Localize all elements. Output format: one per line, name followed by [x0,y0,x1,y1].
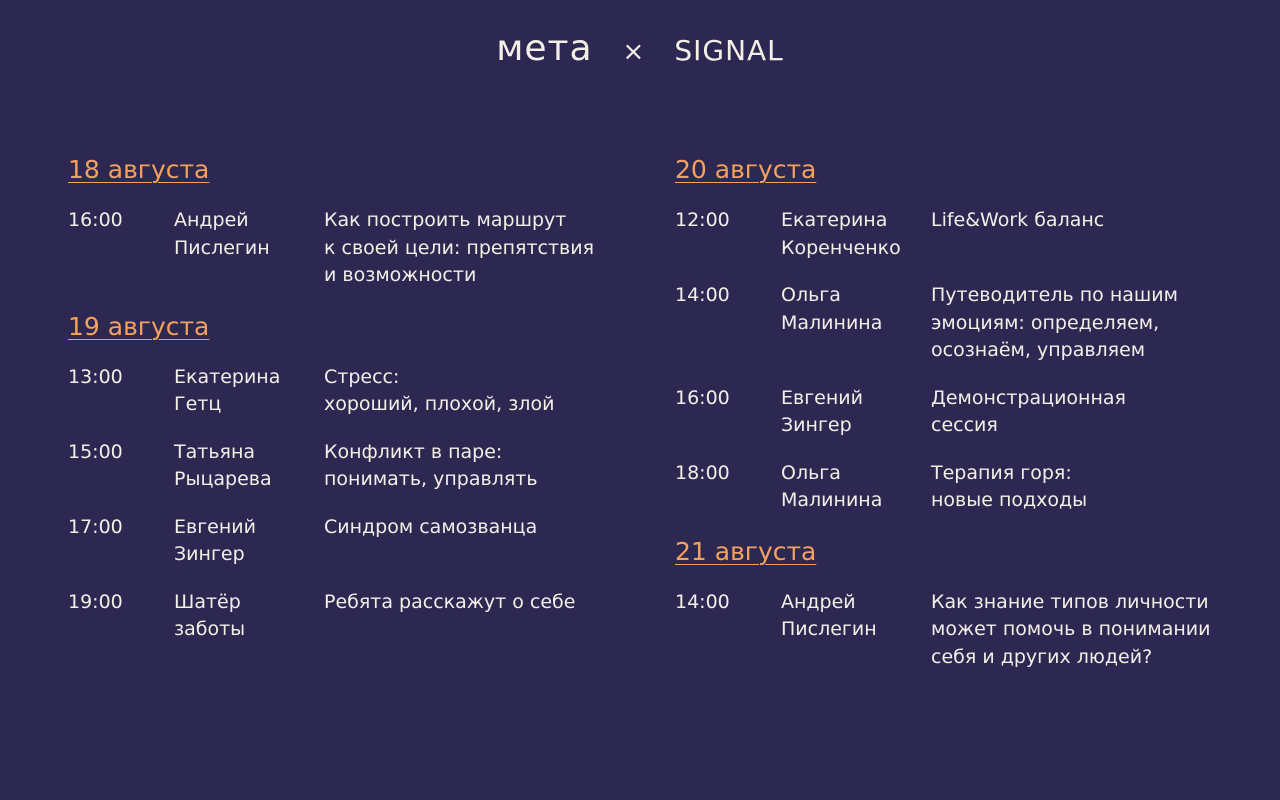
speaker-line: Ольга [781,461,841,484]
session-time: 16:00 [68,209,123,231]
topic-line: Как построить маршрут [324,209,567,231]
speaker-line: Ольга [781,284,841,306]
session-row [68,589,628,644]
session-row [675,207,1255,262]
speaker-line: Пислегин [781,618,877,640]
topic-line: Стресс: [324,365,400,388]
topic-line: Конфликт в паре: [324,440,503,463]
topic-line: Терапия горя: [931,461,1072,484]
schedule-column-right [675,155,1255,693]
session-time: 17:00 [68,515,123,538]
speaker-line: Андрей [174,209,249,231]
session-row [675,460,1255,515]
session-time: 14:00 [675,590,730,613]
session-topic [931,460,1255,515]
session-row [675,282,1255,365]
signal-logo: SIGNAL [674,34,784,67]
speaker-line: Екатерина [174,365,281,388]
topic-line: новые подходы [931,489,1088,511]
speaker-line: Гетц [174,393,222,415]
meta-logo: мета [496,28,593,69]
topic-line: к своей цели: препятствия [324,236,594,259]
session-topic [324,514,628,569]
topic-line: Синдром самозванца [324,515,538,538]
session-speaker [174,207,324,290]
day-title: 19 августа [68,311,210,341]
session-topic [324,364,628,419]
topic-line: Как знание типов личности [931,590,1209,613]
topic-line: понимать, управлять [324,468,538,490]
day-section [675,537,1255,672]
day-section [68,312,628,644]
day-title: 18 августа [68,155,210,184]
session-time: 18:00 [675,461,730,484]
session-topic [324,589,628,644]
session-topic [324,207,628,290]
session-time: 12:00 [675,209,730,231]
speaker-line: Андрей [781,590,856,613]
day-section [68,155,628,290]
speaker-line: Пислегин [174,236,270,259]
session-speaker [781,282,931,365]
speaker-line: Татьяна [174,440,256,463]
session-speaker [174,589,324,644]
session-row [675,385,1255,440]
day-title: 20 августа [675,155,817,184]
session-row [675,589,1255,672]
session-speaker [174,439,324,494]
session-speaker [781,385,931,440]
session-topic [931,385,1255,440]
schedule-column-left [68,155,628,666]
topic-line: эмоциям: определяем, [931,311,1160,334]
speaker-line: Евгений [781,386,863,409]
topic-line: Life&Work баланс [931,209,1105,231]
session-time: 15:00 [68,440,123,463]
header [0,28,1280,69]
topic-line: и возможности [324,264,477,286]
speaker-line: Шатёр [174,590,241,613]
session-speaker [174,364,324,419]
session-time: 13:00 [68,365,123,388]
collab-separator: × [622,37,645,67]
session-row [68,514,628,569]
topic-line: Ребята расскажут о себе [324,590,576,613]
session-topic [931,207,1255,262]
session-time: 19:00 [68,590,123,613]
topic-line: себя и других людей? [931,645,1153,668]
speaker-line: Малинина [781,311,883,334]
topic-line: может помочь в понимании [931,618,1211,640]
speaker-line: Евгений [174,515,256,538]
topic-line: Путеводитель по нашим [931,284,1178,306]
topic-line: Демонстрационная [931,386,1126,409]
speaker-line: Екатерина [781,209,888,231]
session-topic [931,282,1255,365]
day-section [675,155,1255,515]
topic-line: сессия [931,414,998,436]
speaker-line: Зингер [174,543,245,565]
session-row [68,439,628,494]
session-time: 16:00 [675,386,730,409]
speaker-line: Малинина [781,489,883,511]
speaker-line: Рыцарева [174,468,272,490]
speaker-line: Зингер [781,414,852,436]
topic-line: осознаём, управляем [931,339,1146,361]
session-speaker [781,460,931,515]
session-time: 14:00 [675,284,730,306]
session-topic [324,439,628,494]
session-row [68,207,628,290]
session-row [68,364,628,419]
session-speaker [781,207,931,262]
session-speaker [781,589,931,672]
session-speaker [174,514,324,569]
session-topic [931,589,1255,672]
topic-line: хороший, плохой, злой [324,393,555,415]
speaker-line: Коренченко [781,236,901,259]
speaker-line: заботы [174,618,246,640]
day-title: 21 августа [675,536,817,566]
